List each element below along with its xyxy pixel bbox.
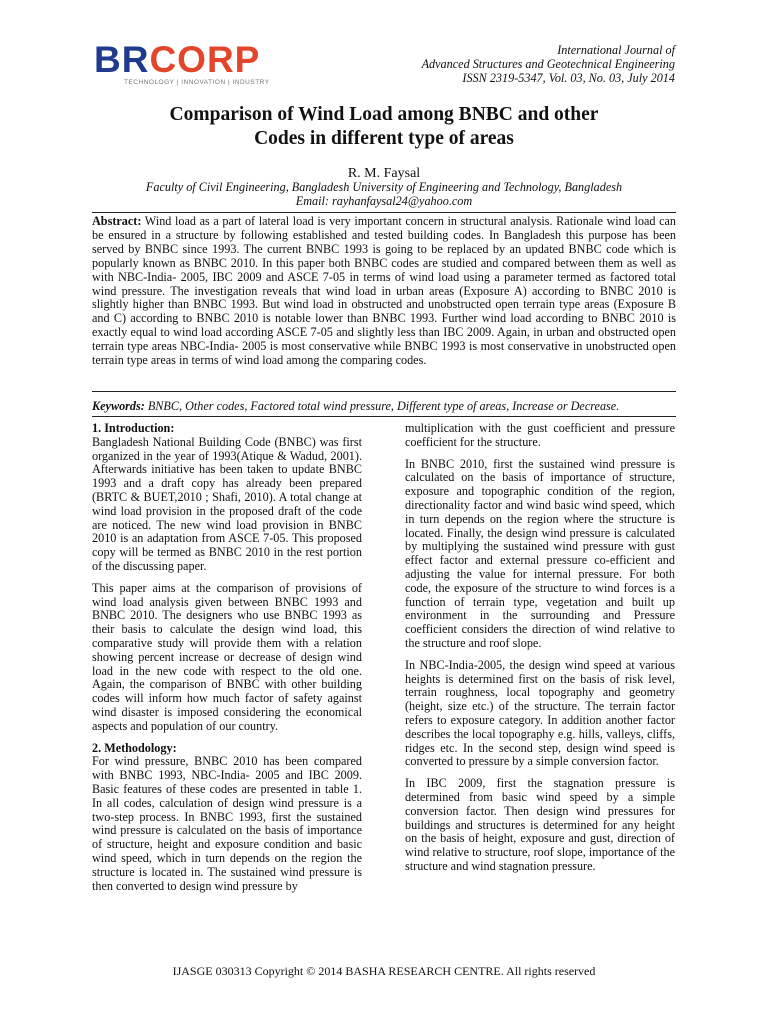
abstract-text: Wind load as a part of lateral load is very important concern in structural analysis. Rationale wind load can be ensured in a structure by following established and tested building codes. In Bangladesh this purpose has been served by BNBC since 1993. The current BNBC 1993 is going to be replaced by an updated BNBC code which is popularly known as BNBC 2010. In this paper both BNBC codes are studied and compared between them as well as with NBC-India- 2005, IBC 2009 and ASCE 7-05 in terms of wind load using a parameter termed as factored total wind pressure. The investigation reveals that wind load in urban areas (Exposure A) according to BNBC 2010 is slightly higher than BNBC 1993. But wind load in obstructed and unobstructed open terrain type areas (Exposure B and C) according to BNBC 2010 is notable lower than BNBC 1993. Further wind load according to BNBC 2010 is exactly equal to wind load according ASCE 7-05 and slightly less than IBC 2009. Again, in urban and obstructed open terrain type areas NBC-India- 2005 is most conservative while BNBC 1993 is most conservative in unobstructed open terrain type areas in terms of wind load among the comparing codes. — [92, 214, 676, 368]
paragraph: In NBC-India-2005, the design wind speed at various heights is determined first on the basis of risk level, terrain roughness, local topography and geometry (height, size etc.) of the structure. The terrain factor refers to exposure category. In addition another factor describes the local topography e.g. hills, valleys, cliffs, ridges etc. In the second step, design wind speed is converted to pressure by a simple conversion factor. — [405, 657, 675, 769]
journal-issn: ISSN 2319-5347, Vol. 03, No. 03, July 2014 — [462, 71, 675, 85]
section-heading-introduction: 1. Introduction: — [92, 421, 175, 435]
author-name: R. M. Faysal — [347, 166, 421, 181]
page-footer: IJASGE 030313 Copyright © 2014 BASHA RESEARCH CENTRE. All rights reserved — [172, 964, 596, 978]
brcorp-logo — [94, 39, 270, 86]
paper-title: Comparison of Wind Load among BNBC and other Codes in different type of areas — [169, 104, 599, 149]
divider — [92, 391, 676, 392]
paragraph: multiplication with the gust coefficient and pressure coefficient for the structure. — [405, 421, 675, 449]
keywords-text: BNBC, Other codes, Factored total wind pressure, Different type of areas, Increase or Decrease. — [144, 399, 620, 413]
paragraph: In BNBC 2010, first the sustained wind pressure is calculated on the basis of importance of structure, exposure and topographic condition of the region, directionality factor and wind basic wind speed, which in turn depends on the region where the structure is located. Finally, the design wind pressure is calculated by multiplying the sustained wind pressure with gust effect factor and external pressure co-efficient and adjusting the value for internal pressure. For both code, the exposure of the structure to wind forces is a function of terrain type, vegetation and built up environment in the surrounding and Pressure coefficient considers the direction of wind relative to the structure and roof slope. — [405, 456, 675, 650]
keywords-label: Keywords: — [92, 399, 145, 413]
logo-tagline: TECHNOLOGY | INNOVATION | INDUSTRY — [124, 79, 270, 86]
journal-header — [422, 43, 675, 85]
divider — [92, 416, 676, 417]
body-column-right — [405, 422, 675, 882]
divider — [92, 212, 676, 213]
body-column-left — [92, 422, 362, 901]
author-affiliation: Faculty of Civil Engineering, Bangladesh University of Engineering and Technology, Bangladesh Email: rayhanfaysal24@yahoo.com — [0, 180, 768, 208]
author-email: Email: rayhanfaysal24@yahoo.com — [295, 194, 473, 208]
paragraph: Bangladesh National Building Code (BNBC) was first organized in the year of 1993(Atique & Wadud, 2001). Afterwards initiative has been taken to update BNBC 1993 and a draft copy has already been prepared (BRTC & BUET,2010 ; Shafi, 2010). A total change at wind load provision in the proposed draft of the code are noticed. The new wind load provision in BNBC 2010 is an adaptation from ASCE 7-05. This proposed copy will be termed as BNBC 2010 in the rest portion of the discussing paper. — [92, 434, 362, 573]
paragraph: In IBC 2009, first the stagnation pressure is determined from basic wind speed by a simple conversion factor. Then design wind pressures for buildings and structures is determined for any height on the basis of height, exposure and gust, direction of wind relative to structure, roof slope, importance of the structure and wind stagnation pressure. — [405, 776, 675, 873]
logo-wordmark: BRCORP — [94, 39, 261, 80]
abstract — [92, 215, 676, 368]
journal-line-1: International Journal of — [557, 43, 675, 57]
keywords — [92, 399, 676, 413]
paragraph: This paper aims at the comparison of provisions of wind load analysis given between BNBC 1993 and BNBC 2010. The designers who use BNBC 1993 as their basis to calculate the design wind load, this comparative study will provide them with a relation showing percent increase or decrease of design wind load in the new code with respect to the old one. Again, the comparison of BNBC with other building codes will inform how much factor of safety against wind disaster is imposed considering the economical aspects and population of our country. — [92, 580, 362, 733]
abstract-label: Abstract: — [92, 214, 142, 228]
paragraph: For wind pressure, BNBC 2010 has been compared with BNBC 1993, NBC-India- 2005 and IBC 2009. Basic features of these codes are presented in table 1. In all codes, calculation of design wind pressure is a two-step process. In BNBC 1993, first the sustained wind pressure is calculated on the basis of importance of structure, height and exposure condition and basic wind speed, which in turn depends on the region the structure is located in. The sustained wind pressure is then converted to design wind pressure by — [92, 754, 362, 893]
section-heading-methodology: 2. Methodology: — [92, 740, 177, 755]
journal-line-2: Advanced Structures and Geotechnical Engineering — [421, 57, 675, 71]
